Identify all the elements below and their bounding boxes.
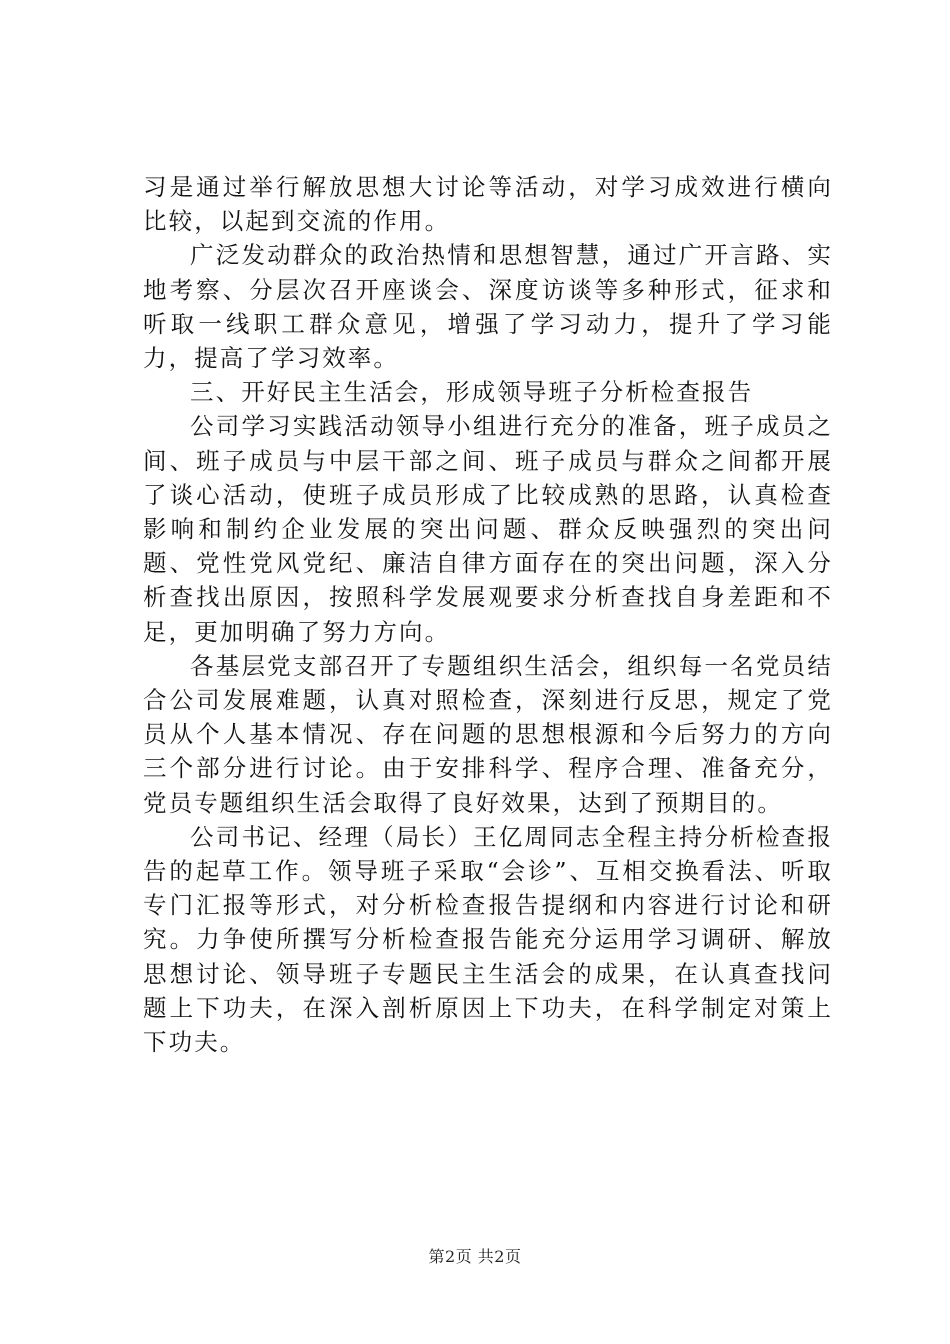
paragraph-study-exchange: 习是通过举行解放思想大讨论等活动，对学习成效进行横向比较，以起到交流的作用。 (143, 173, 833, 236)
paragraph-report-drafting: 公司书记、经理（局长）王亿周同志全程主持分析检查报告的起草工作。领导班子采取“会诊”、互相交换看法、听取专门汇报等形式，对分析检查报告提纲和内容进行讨论和研究。力争使所撰写分析检查报告能充分运用学习调研、解放思想讨论、领导班子专题民主生活会的成果，在认真查找问题上下功夫，在深入剖析原因上下功夫，在科学制定对策上下功夫。 (143, 822, 833, 1057)
document-body (143, 170, 833, 1059)
paragraph-mobilize-masses: 广泛发动群众的政治热情和思想智慧，通过广开言路、实地考察、分层次召开座谈会、深度访谈等多种形式，征求和听取一线职工群众意见，增强了学习动力，提升了学习能力，提高了学习效率。 (143, 241, 833, 373)
paragraph-party-branch-meetings: 各基层党支部召开了专题组织生活会，组织每一名党员结合公司发展难题，认真对照检查，深刻进行反思，规定了党员从个人基本情况、存在问题的思想根源和今后努力的方向三个部分进行讨论。由于安排科学、程序合理、准备充分，党员专题组织生活会取得了良好效果，达到了预期目的。 (143, 651, 833, 817)
page-number-footer: 第2页 共2页 (428, 1247, 522, 1266)
paragraph-leadership-preparation: 公司学习实践活动领导小组进行充分的准备，班子成员之间、班子成员与中层干部之间、班子成员与群众之间都开展了谈心活动，使班子成员形成了比较成熟的思路，认真检查影响和制约企业发展的突出问题、群众反映强烈的突出问题、党性党风党纪、廉洁自律方面存在的突出问题，深入分析查找出原因，按照科学发展观要求分析查找自身差距和不足，更加明确了努力方向。 (143, 412, 833, 646)
section-heading-democratic-life: 三、开好民主生活会，形成领导班子分析检查报告 (190, 378, 754, 407)
